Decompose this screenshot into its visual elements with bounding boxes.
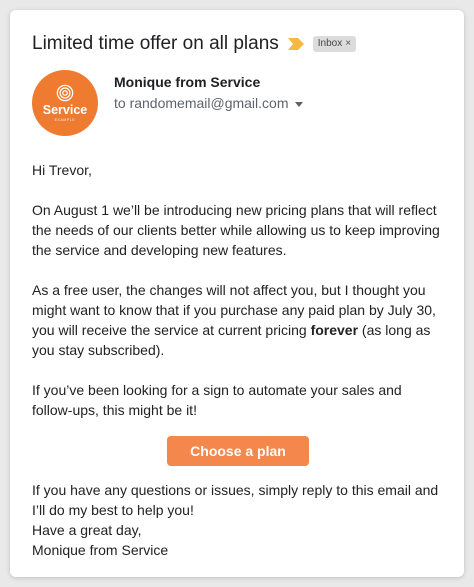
- email-body: [32, 160, 444, 560]
- paragraph-2-bold-text: forever: [310, 322, 359, 338]
- body-paragraph-4: If you have any questions or issues, simply reply to this email and I’ll do my best to help you!: [32, 482, 439, 518]
- body-paragraph-2: [32, 280, 444, 360]
- signature: Monique from Service: [32, 542, 169, 558]
- chevron-down-icon[interactable]: [295, 102, 303, 107]
- subject-row: [32, 30, 444, 58]
- body-paragraph-1: On August 1 we’ll be introducing new pricing plans that will reflect the needs of our clients better while allowing us to keep improving the service and developing new features.: [32, 202, 440, 258]
- paragraph-2-text-end: (as long as you stay subscribed).: [32, 322, 431, 358]
- choose-plan-button[interactable]: Choose a plan: [167, 436, 309, 466]
- closing: Have a great day,: [32, 522, 142, 538]
- sender-avatar[interactable]: [32, 70, 98, 136]
- importance-marker-icon[interactable]: [287, 37, 305, 51]
- inbox-label-chip[interactable]: [313, 36, 356, 52]
- remove-label-icon[interactable]: ×: [345, 38, 352, 49]
- sender-name[interactable]: Monique from Service: [114, 74, 261, 90]
- body-paragraph-3: If you’ve been looking for a sign to automate your sales and follow-ups, this might be it!: [32, 382, 402, 418]
- recipient-text: to randomemail@gmail.com: [114, 95, 289, 111]
- cta-container: [32, 436, 444, 466]
- avatar-logo-text: Service: [42, 103, 88, 117]
- greeting: Hi Trevor,: [32, 162, 92, 178]
- email-card: [10, 10, 464, 577]
- avatar-logo-subtext: EXAMPLE: [54, 118, 76, 122]
- email-subject: Limited time offer on all plans: [32, 33, 279, 54]
- inbox-label-text: Inbox: [317, 38, 343, 49]
- recipient-details-toggle[interactable]: [114, 95, 303, 111]
- service-logo-icon: [56, 84, 74, 102]
- paragraph-2-text-start: As a free user, the changes will not affect you, but I thought you might want to know that if you purchase any paid plan by July 30, you will receive the service at current pricing: [32, 282, 436, 338]
